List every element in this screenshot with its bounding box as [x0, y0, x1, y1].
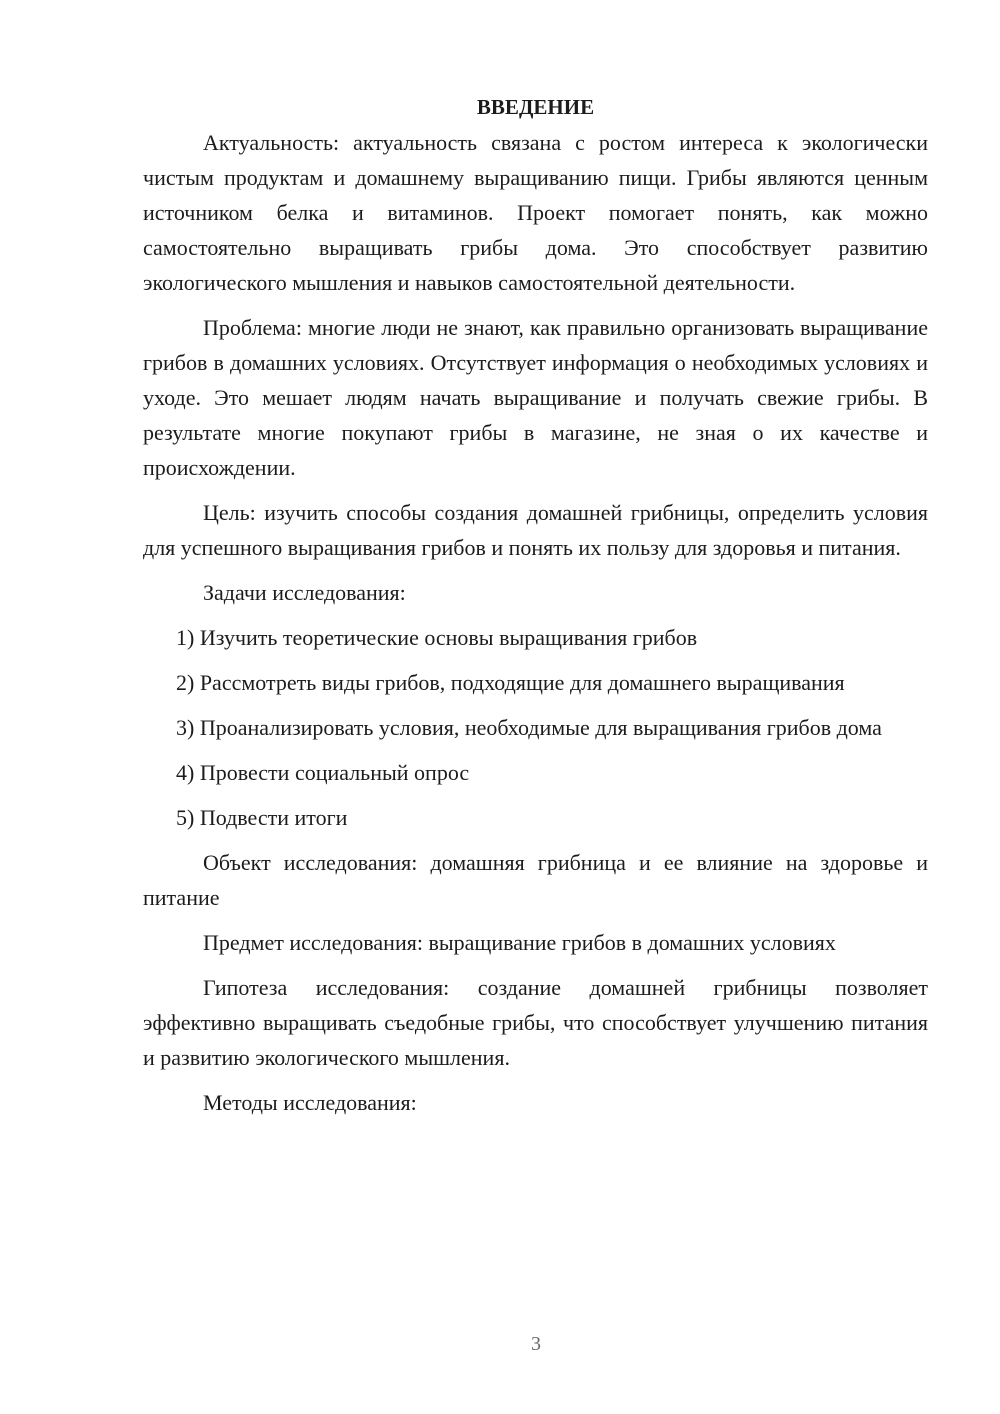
paragraph-goal: Цель: изучить способы создания домашней грибницы, определить условия для успешного выращивания грибов и понять их пользу для здоровья и питания.	[143, 500, 928, 560]
document-page	[143, 90, 928, 1130]
task-item-3: 3) Проанализировать условия, необходимые для выращивания грибов дома	[176, 715, 882, 740]
task-item-2: 2) Рассмотреть виды грибов, подходящие для домашнего выращивания	[176, 670, 845, 695]
paragraph-relevance: Актуальность: актуальность связана с ростом интереса к экологически чистым продуктам и домашнему выращиванию пищи. Грибы являются ценным источником белка и витаминов. Проект помогает понять, как можно самостоятельно выращивать грибы дома. Это способствует развитию экологического мышления и навыков самостоятельной деятельности.	[143, 130, 928, 295]
task-item-1: 1) Изучить теоретические основы выращивания грибов	[176, 625, 698, 650]
task-item-5: 5) Подвести итоги	[176, 805, 348, 830]
paragraph-problem: Проблема: многие люди не знают, как правильно организовать выращивание грибов в домашних условиях. Отсутствует информация о необходимых условиях и уходе. Это мешает людям начать выращивание и получать свежие грибы. В результате многие покупают грибы в магазине, не зная о их качестве и происхождении.	[143, 315, 928, 480]
methods-heading: Методы исследования:	[203, 1090, 417, 1115]
page-title: ВВЕДЕНИЕ	[476, 95, 595, 119]
paragraph-subject: Предмет исследования: выращивание грибов в домашних условиях	[203, 930, 836, 955]
paragraph-object: Объект исследования: домашняя грибница и ее влияние на здоровье и питание	[143, 850, 928, 910]
task-item-4: 4) Провести социальный опрос	[176, 760, 470, 785]
paragraph-hypothesis: Гипотеза исследования: создание домашней грибницы позволяет эффективно выращивать съедобные грибы, что способствует улучшению питания и развитию экологического мышления.	[143, 975, 928, 1070]
page-number: 3	[531, 1333, 541, 1355]
tasks-heading: Задачи исследования:	[203, 580, 406, 605]
